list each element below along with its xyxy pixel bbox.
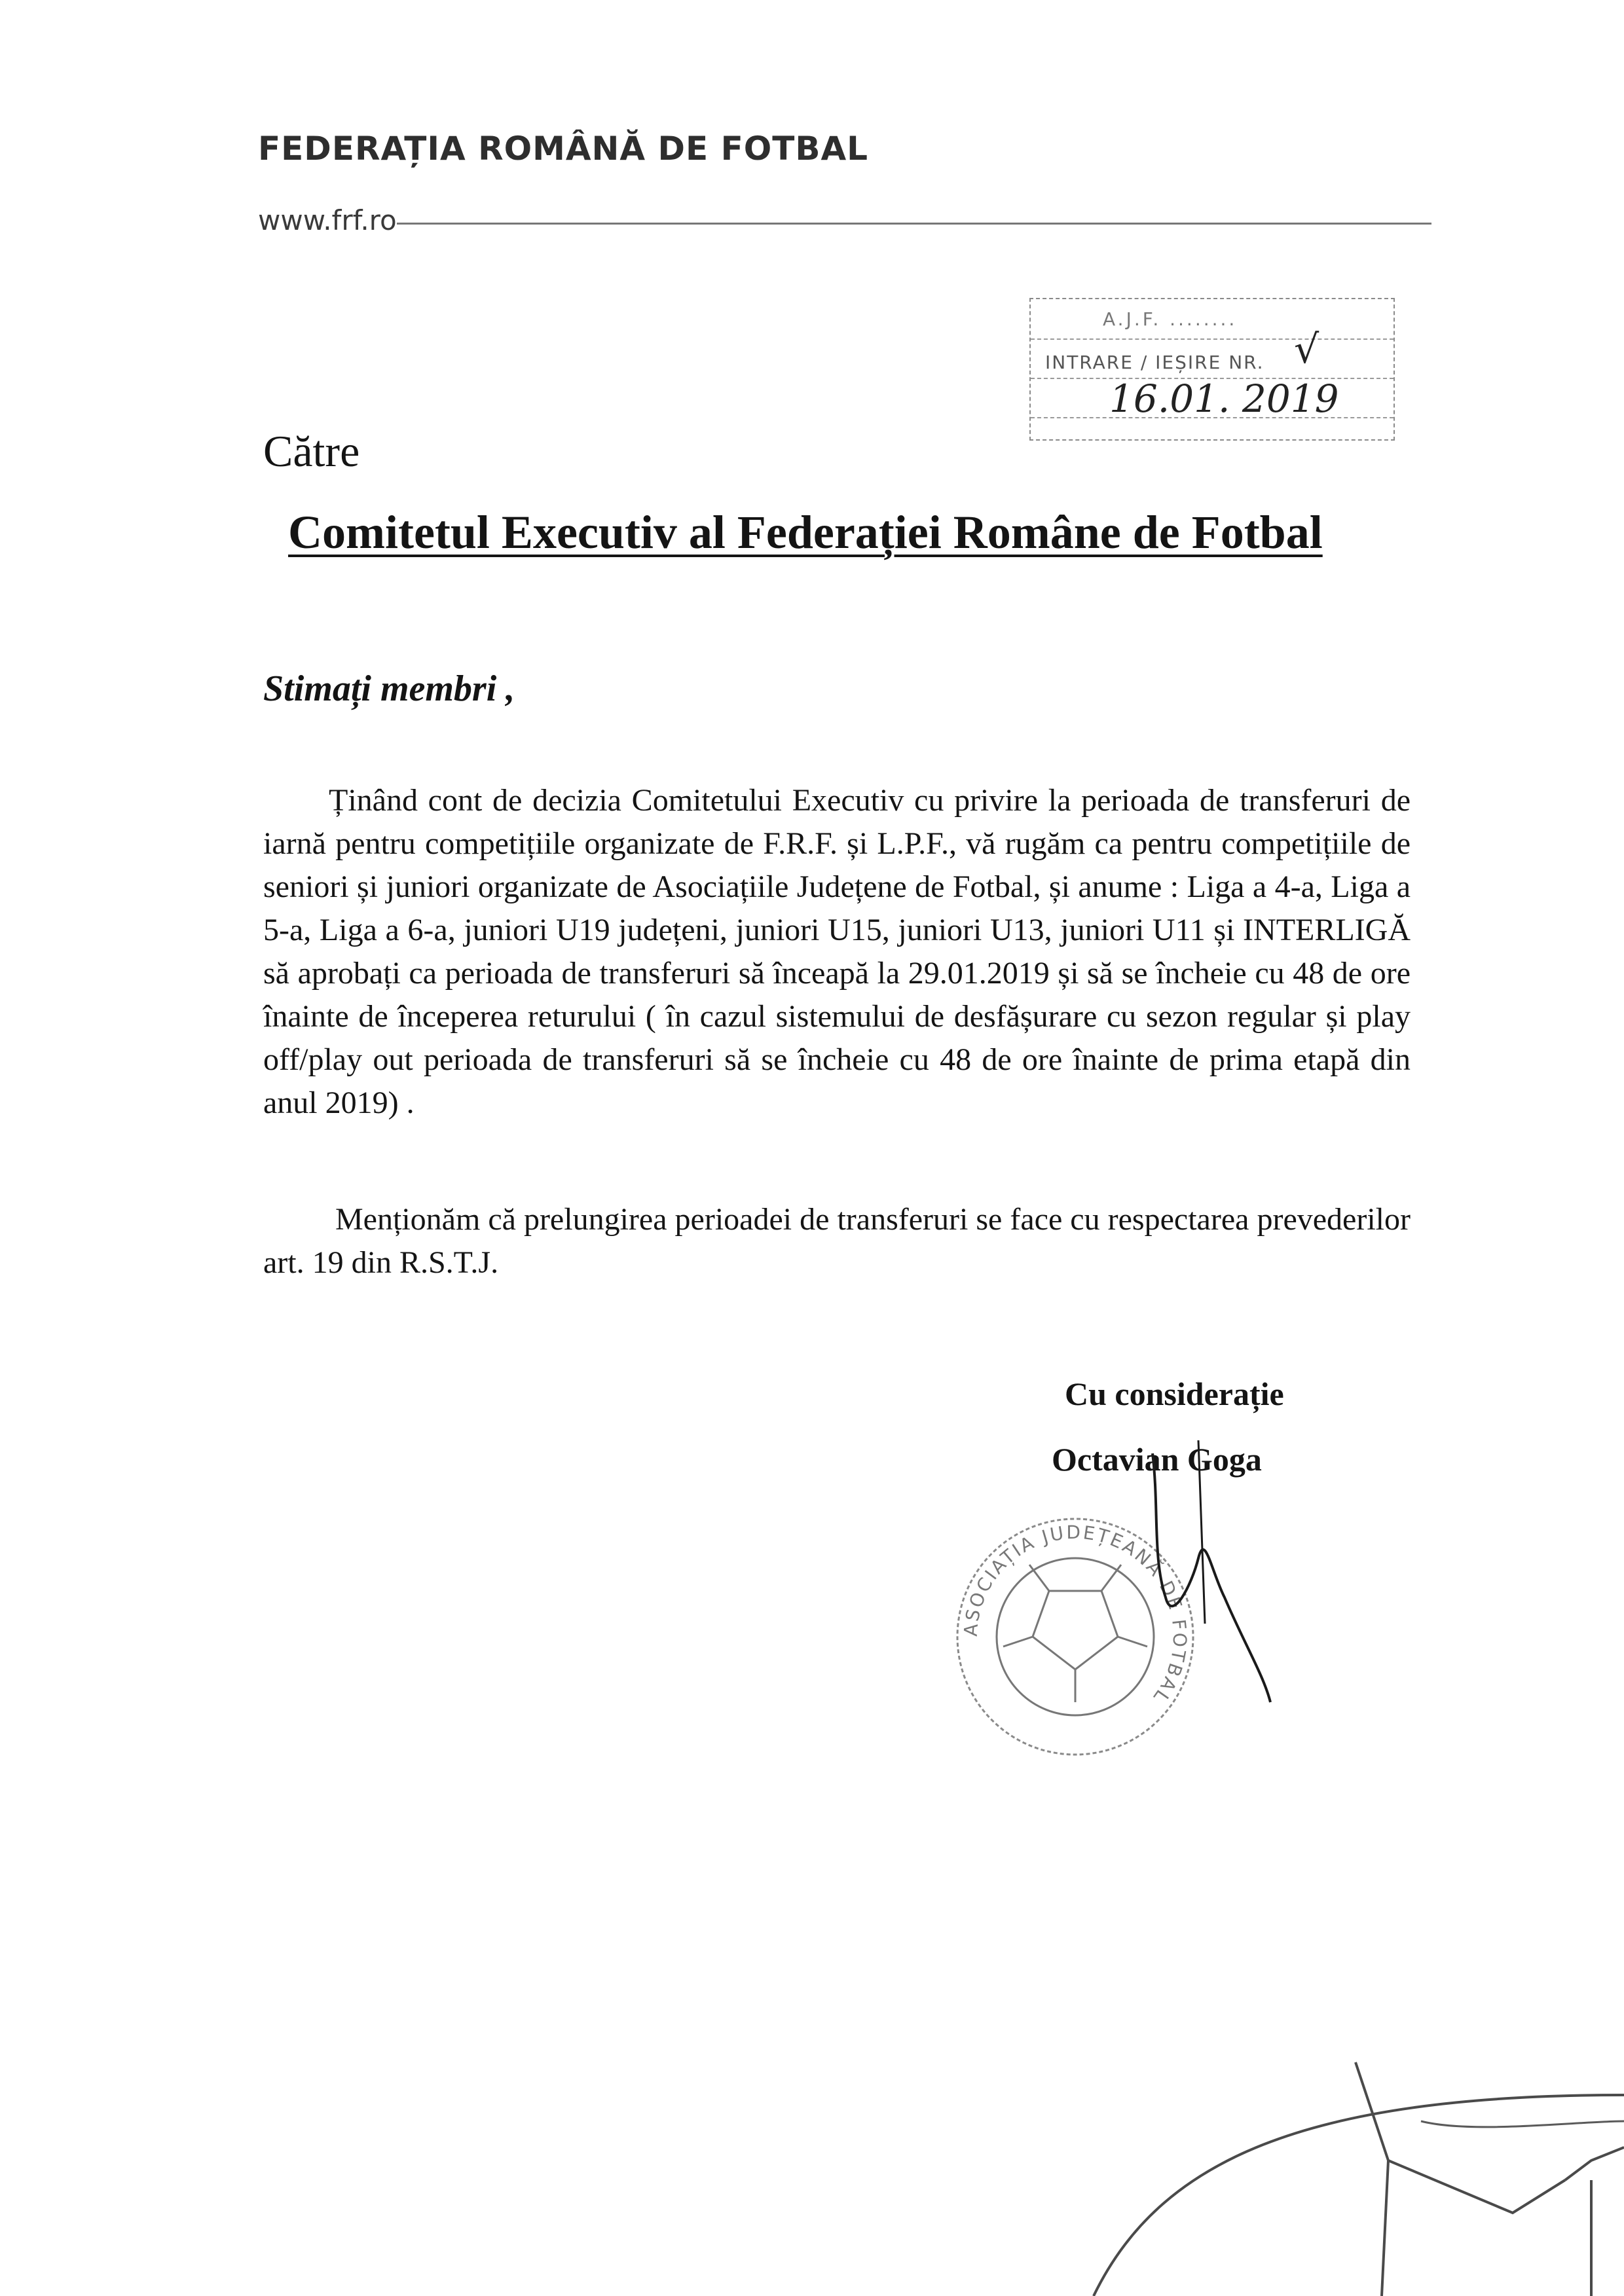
body-paragraph: Ținând cont de decizia Comitetului Executiv cu privire la perioada de transferuri de iarnă pentru competițiile organizate de F.R.F. și L.P.F., vă rugăm ca pentru competițiile de seniori și juniori organizate de Asociațiile Județene de Fotbal, și anume : Liga a 4-a, Liga a 5-a, Liga a 6-a, juniori U19 județeni, juniori U15, juniori U13, juniori U11 și INTERLIGĂ să aprobați ca perioada de transferuri să înceapă la 29.01.2019 și să se încheie cu 48 de ore înainte de începerea returului ( în cazul sistemului de desfășurare cu sezon regular și play off/play out perioada de transferuri să se încheie cu 48 de ore înainte de prima etapă din anul 2019) . xyxy=(263,783,1411,1120)
salutation: Stimați membri , xyxy=(263,668,515,709)
letterhead-website: www.frf.ro xyxy=(258,204,397,236)
registration-stamp xyxy=(1029,298,1395,441)
stamp-divider xyxy=(1031,338,1393,340)
letterhead-divider xyxy=(397,223,1431,225)
stamp-reference: A.J.F. ........ xyxy=(1103,308,1238,330)
stamp-date: 16.01. 2019 xyxy=(1109,376,1339,421)
football-watermark xyxy=(1080,1755,1624,2296)
seal-text: ASOCIAȚIA JUDEȚEANĂ DE FOTBAL xyxy=(959,1521,1191,1709)
signature xyxy=(1113,1427,1283,1715)
letterhead-organization: FEDERAȚIA ROMÂNĂ DE FOTBAL xyxy=(258,130,869,168)
addressee: Comitetul Executiv al Federației Române de Fotbal xyxy=(288,506,1323,558)
closing: Cu considerație xyxy=(1065,1376,1284,1412)
stamp-label: INTRARE / IEȘIRE NR. xyxy=(1045,352,1264,373)
signer-name: Octavian Goga xyxy=(1052,1441,1262,1478)
stamp-check-icon: √ xyxy=(1294,327,1320,373)
body-paragraph: Menționăm că prelungirea perioadei de transferuri se face cu respectarea prevederilor art. 19 din R.S.T.J. xyxy=(263,1202,1411,1280)
addressee-prefix: Către xyxy=(263,426,360,476)
